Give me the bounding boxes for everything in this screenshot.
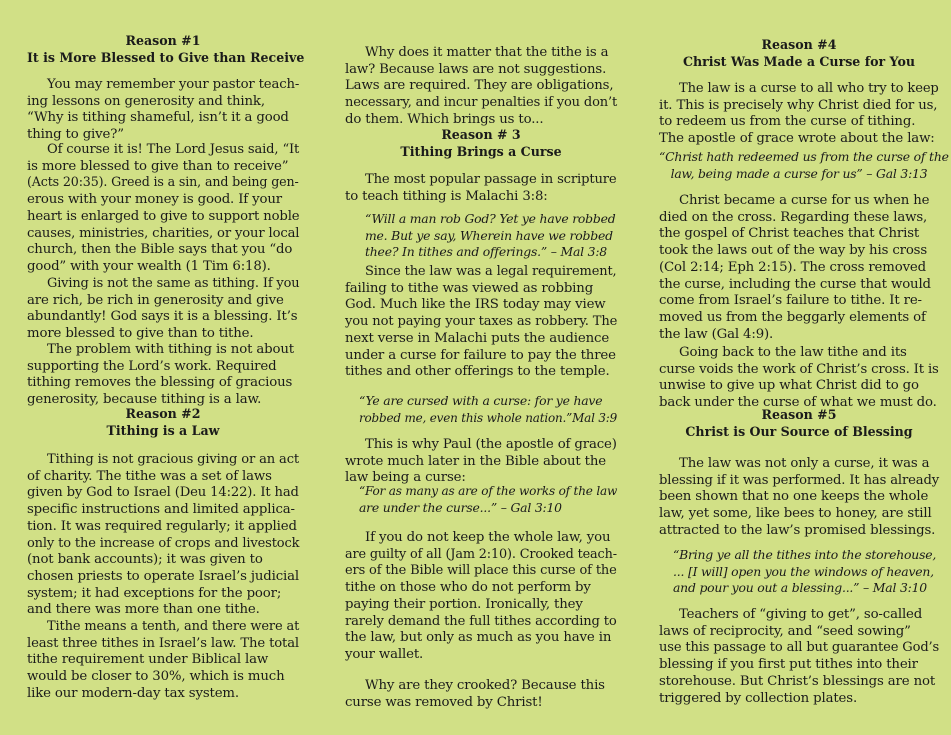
quote-line: “Bring ye all the tithes into the storehouse, <box>673 547 937 562</box>
text-line: of charity. The tithe was a set of laws <box>27 468 272 484</box>
text-line: Going back to the law tithe and its <box>679 345 907 360</box>
text-line: thing to give?” <box>27 127 124 143</box>
text-line: church, then the Bible says that you “do <box>27 242 293 258</box>
text-line: Why are they crooked? Because this <box>365 678 605 693</box>
text-line: tithing removes the blessing of gracious <box>27 375 293 391</box>
text-line: are guilty of all (Jam 2:10). Crooked teach- <box>345 546 617 562</box>
text-line: wrote much later in the Bible about the <box>345 453 607 469</box>
text-line: causes, ministries, charities, or your local <box>27 225 300 241</box>
reason-number: Reason #1 <box>125 33 201 48</box>
text-line: (not bank accounts); it was given to <box>27 552 263 568</box>
text-line: Why does it matter that the tithe is a <box>365 45 609 60</box>
text-line: rarely demand the full tithes according to <box>345 613 617 629</box>
text-line: triggered by collection plates. <box>659 690 858 706</box>
text-line: law? Because laws are not suggestions. <box>345 61 607 77</box>
text-line: system; it had exceptions for the poor; <box>27 585 282 601</box>
quote-line: law, being made a curse for us” – Gal 3:13 <box>670 165 928 181</box>
text-line: erous with your money is good. If your <box>27 192 282 208</box>
reason-number: Reason #2 <box>125 406 201 421</box>
text-line: This is why Paul (the apostle of grace) <box>365 437 617 452</box>
text-line: (Acts 20:35). Greed is a sin, and being gen- <box>27 175 299 191</box>
text-line: blessing if you first put tithes into their <box>659 657 918 673</box>
text-line: more blessed to give than to tithe. <box>27 326 254 342</box>
text-line: The apostle of grace wrote about the law: <box>659 131 935 147</box>
quote-line: robbed me, even this whole nation.”Mal 3:9 <box>359 409 618 425</box>
text-line: use this passage to all but guarantee God’s <box>659 640 940 656</box>
reason-title: Christ Was Made a Curse for You <box>682 53 915 69</box>
text-line: you not paying your taxes as robbery. The <box>345 314 618 330</box>
text-line: The law was not only a curse, it was a <box>679 456 930 471</box>
quote-line: are under the curse...” – Gal 3:10 <box>359 499 562 515</box>
quote-line: me. But ye say, Wherein have we robbed <box>365 227 613 243</box>
text-line: failing to tithe was viewed as robbing <box>345 280 594 296</box>
text-line: God. Much like the IRS today may view <box>345 297 606 313</box>
text-line: (Col 2:14; Eph 2:15). The cross removed <box>659 259 927 275</box>
text-line: attracted to the law’s promised blessings. <box>659 522 936 538</box>
quote-line: thee? In tithes and offerings.” – Mal 3:8 <box>365 244 607 260</box>
text-line: Of course it is! The Lord Jesus said, “It <box>47 142 300 157</box>
reason-number: Reason #4 <box>761 37 837 52</box>
text-line: your wallet. <box>345 646 424 662</box>
text-line: necessary, and incur penalties if you don’t <box>345 95 618 111</box>
text-line: come from Israel’s failure to tithe. It re- <box>659 293 922 309</box>
text-line: the law (Gal 4:9). <box>659 326 774 342</box>
text-line: You may remember your pastor teach- <box>47 77 300 92</box>
text-line: tithe on those who do not perform by <box>345 580 591 596</box>
text-line: The most popular passage in scripture <box>365 172 617 187</box>
text-line: ers of the Bible will place this curse of the <box>345 563 617 579</box>
quote-line: “Ye are cursed with a curse: for ye have <box>359 393 603 408</box>
reason-number: Reason #5 <box>761 407 837 422</box>
text-line: are rich, be rich in generosity and give <box>27 292 284 308</box>
text-line: under a curse for failure to pay the three <box>345 347 616 363</box>
text-line: good” with your wealth (1 Tim 6:18). <box>27 258 271 274</box>
text-line: tion. It was required regularly; it applied <box>27 518 297 534</box>
reason-title: It is More Blessed to Give than Receive <box>27 49 305 65</box>
text-line: the curse, including the curse that would <box>659 276 931 292</box>
text-line: law being a curse: <box>345 470 466 486</box>
text-line: specific instructions and limited applica- <box>27 502 295 518</box>
text-line: been shown that no one keeps the whole <box>659 489 929 505</box>
text-line: given by God to Israel (Deu 14:22). It had <box>27 485 299 501</box>
text-line: do them. Which brings us to... <box>345 111 544 127</box>
quote-line: “Christ hath redeemed us from the curse of the <box>659 149 949 164</box>
reason-title: Tithing is a Law <box>106 422 220 438</box>
text-line: back under the curse of what we must do. <box>659 395 937 411</box>
text-line: If you do not keep the whole law, you <box>365 530 611 545</box>
text-line: curse was removed by Christ! <box>345 694 543 710</box>
text-line: to teach tithing is Malachi 3:8: <box>345 188 548 204</box>
text-line: it. This is precisely why Christ died for us, <box>659 97 938 113</box>
text-line: tithes and other offerings to the temple. <box>345 364 610 380</box>
text-line: only to the increase of crops and livestock <box>27 535 300 551</box>
text-line: unwise to give up what Christ did to go <box>659 378 919 394</box>
text-line: and there was more than one tithe. <box>27 602 260 618</box>
reason-title: Tithing Brings a Curse <box>400 143 562 159</box>
quote-line: and pour you out a blessing...” – Mal 3:10 <box>673 580 927 596</box>
text-line: storehouse. But Christ’s blessings are not <box>659 673 936 689</box>
text-line: Tithe means a tenth, and there were at <box>47 619 300 634</box>
quote-line: ... [I will] open you the windows of heaven, <box>673 563 934 579</box>
text-line: the law, but only as much as you have in <box>345 630 612 646</box>
text-line: chosen priests to operate Israel’s judicial <box>27 568 300 584</box>
text-line: Laws are required. They are obligations, <box>345 78 614 94</box>
text-line: least three tithes in Israel’s law. The total <box>27 635 299 651</box>
reason-title: Christ is Our Source of Blessing <box>685 423 913 439</box>
text-line: is more blessed to give than to receive” <box>27 158 289 174</box>
text-line: took the laws out of the way by his cross <box>659 243 928 259</box>
text-line: supporting the Lord’s work. Required <box>27 358 277 374</box>
text-line: abundantly! God says it is a blessing. It’s <box>27 309 298 325</box>
text-line: Since the law was a legal requirement, <box>365 264 617 279</box>
text-line: ing lessons on generosity and think, <box>27 93 265 109</box>
text-line: laws of reciprocity, and “seed sowing” <box>659 623 911 639</box>
text-line: Christ became a curse for us when he <box>679 193 930 208</box>
quote-line: “For as many as are of the works of the law <box>359 483 618 498</box>
text-line: Tithing is not gracious giving or an act <box>47 452 299 467</box>
text-line: blessing if it was performed. It has already <box>659 472 940 488</box>
text-line: died on the cross. Regarding these laws, <box>659 209 928 225</box>
text-line: Giving is not the same as tithing. If you <box>47 276 300 291</box>
reason-number: Reason # 3 <box>441 127 521 142</box>
text-line: heart is enlarged to give to support noble <box>27 208 300 224</box>
text-line: The problem with tithing is not about <box>47 342 294 357</box>
quote-line: “Will a man rob God? Yet ye have robbed <box>365 211 616 226</box>
text-line: generosity, because tithing is a law. <box>27 392 262 408</box>
text-line: “Why is tithing shameful, isn’t it a good <box>27 110 289 126</box>
text-line: next verse in Malachi puts the audience <box>345 330 610 346</box>
text-line: Teachers of “giving to get”, so-called <box>679 607 923 622</box>
text-line: the gospel of Christ teaches that Christ <box>659 226 920 242</box>
text-line: like our modern-day tax system. <box>27 685 239 701</box>
text-line: to redeem us from the curse of tithing. <box>659 114 916 130</box>
text-line: would be closer to 30%, which is much <box>27 669 285 685</box>
text-line: tithe requirement under Biblical law <box>27 652 269 668</box>
text-line: The law is a curse to all who try to keep <box>679 81 939 96</box>
text-line: curse voids the work of Christ’s cross. It is <box>659 361 939 377</box>
text-line: paying their portion. Ironically, they <box>345 596 583 612</box>
text-line: law, yet some, like bees to honey, are still <box>659 506 932 522</box>
text-line: moved us from the beggarly elements of <box>659 309 926 325</box>
